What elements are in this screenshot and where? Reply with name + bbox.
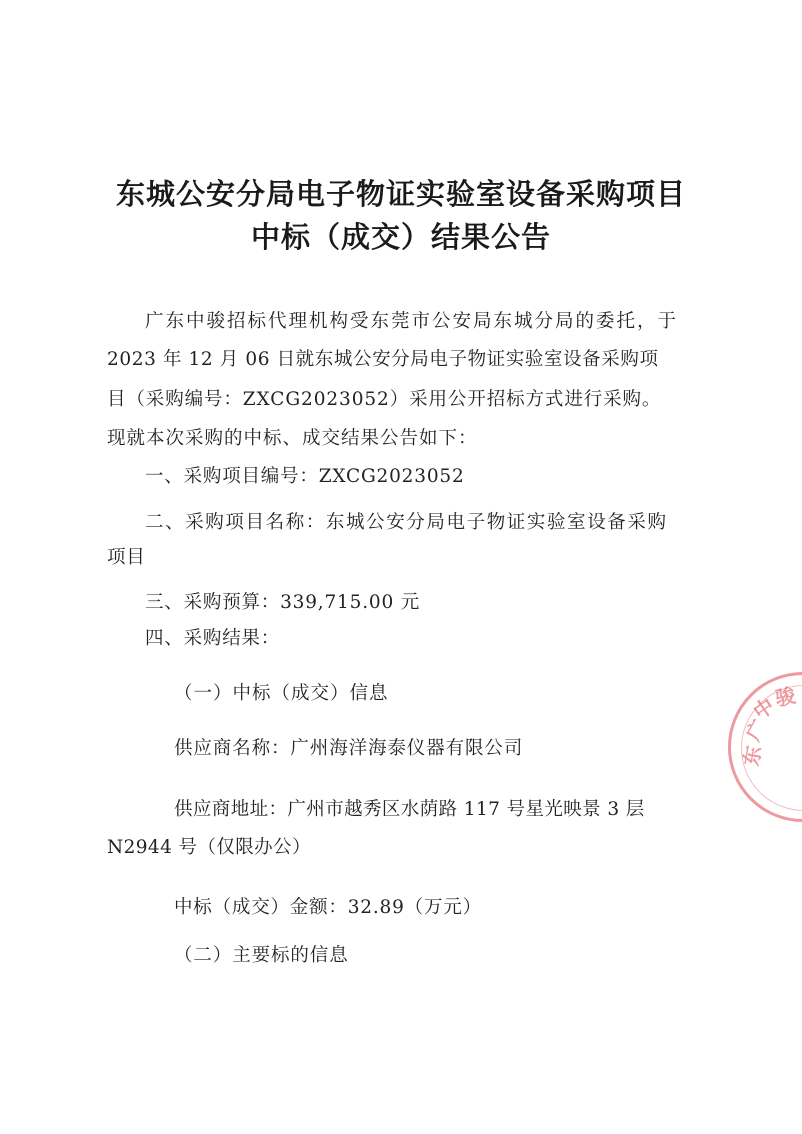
sub-heading-main-items: （二）主要标的信息 bbox=[174, 945, 349, 966]
seal-glyph: 广 bbox=[740, 715, 772, 745]
official-seal-stamp bbox=[728, 672, 802, 822]
section-result: 四、采购结果： bbox=[145, 628, 281, 649]
sub-heading-award-info: （一）中标（成交）信息 bbox=[174, 683, 389, 704]
intro-line-3: 目（采购编号：ZXCG2023052）采用公开招标方式进行采购。 bbox=[107, 389, 662, 410]
supplier-address-line2: N2944 号（仅限办公） bbox=[107, 837, 311, 858]
seal-glyph: 骏 bbox=[773, 683, 798, 711]
seal-glyph: 东 bbox=[738, 743, 767, 768]
section-budget: 三、采购预算：339,715.00 元 bbox=[145, 592, 421, 613]
seal-glyph: 中 bbox=[748, 693, 779, 725]
document-title-line1: 东城公安分局电子物证实验室设备采购项目 bbox=[115, 177, 686, 211]
section-project-name-line1: 二、采购项目名称：东城公安分局电子物证实验室设备采购 bbox=[145, 512, 668, 533]
supplier-name: 供应商名称：广州海洋海泰仪器有限公司 bbox=[174, 738, 524, 759]
section-project-name-line2: 项目 bbox=[107, 547, 146, 568]
intro-line-1: 广东中骏招标代理机构受东莞市公安局东城分局的委托，于 bbox=[145, 311, 679, 332]
award-amount: 中标（成交）金额：32.89（万元） bbox=[174, 897, 482, 918]
section-project-number: 一、采购项目编号：ZXCG2023052 bbox=[145, 466, 465, 487]
supplier-address-line1: 供应商地址：广州市越秀区水荫路 117 号星光映景 3 层 bbox=[174, 799, 645, 820]
document-title-line2: 中标（成交）结果公告 bbox=[250, 220, 551, 254]
intro-line-2: 2023 年 12 月 06 日就东城公安分局电子物证实验室设备采购项 bbox=[107, 349, 659, 370]
intro-line-4: 现就本次采购的中标、成交结果公告如下： bbox=[107, 428, 478, 449]
